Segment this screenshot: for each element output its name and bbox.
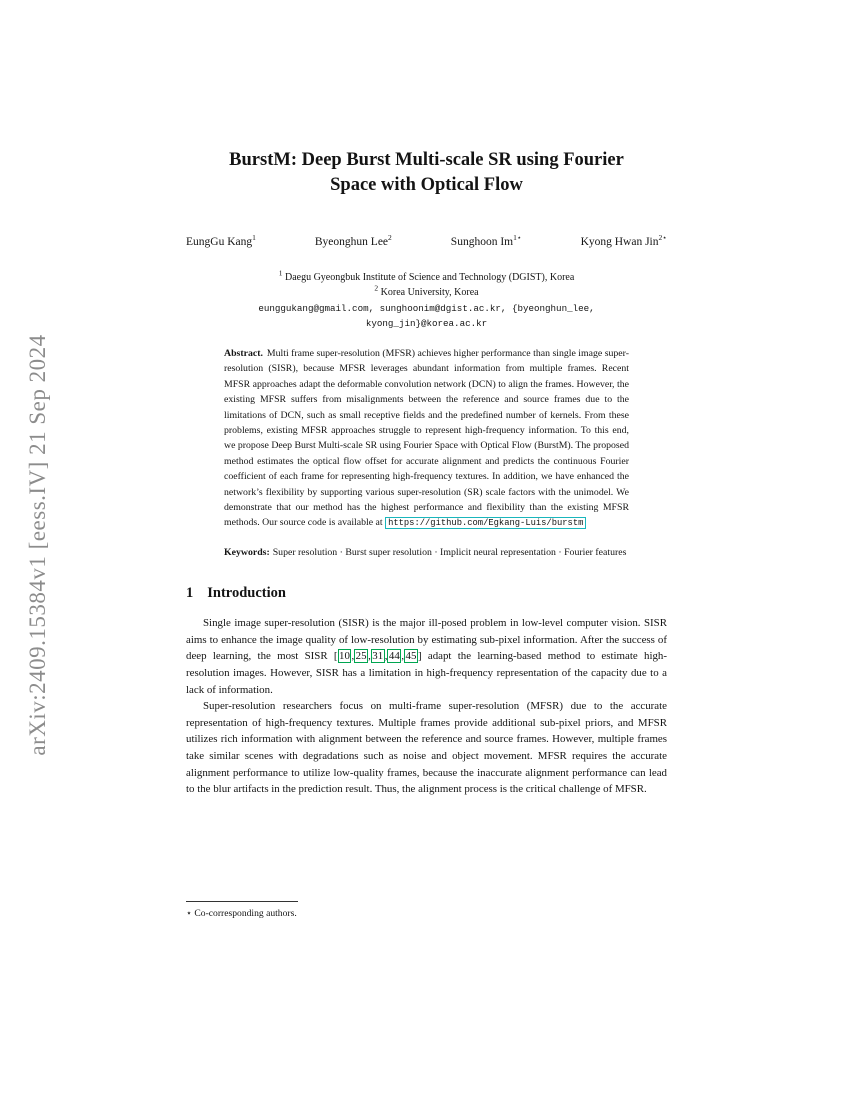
keywords: [224, 545, 629, 560]
intro-paragraph-2: Super-resolution researchers focus on multi-frame super-resolution (MFSR) due to the accurate representation of high-frequency textures. Multiple frames provide additional sub-pixel priors, and MFSR utilizes rich information with alignment between the reference and source frames. However, multiple frames take similar scenes with degradations such as noise and object movement. MFSR requires the accurate alignment performance to utilize low-quality frames, because the inaccurate alignment performance can lead to the blur artifacts in the prediction result. Thus, the alignment process is the critical challenge of MFSR.: [186, 700, 667, 796]
affiliation-1-text: Daegu Gyeongbuk Institute of Science and Technology (DGIST), Korea: [284, 272, 575, 283]
paper-content: [186, 148, 667, 798]
arxiv-watermark: arXiv:2409.15384v1 [eess.IV] 21 Sep 2024: [25, 334, 50, 756]
intro-paragraph-1: [186, 615, 667, 698]
author-4-affmark: 2⋆: [658, 233, 667, 243]
citation-link-10[interactable]: 10: [339, 650, 350, 663]
abstract-text: Multi frame super-resolution (MFSR) achieves higher performance than single image super-resolution (SISR), because MFSR leverages abundant information from multiple frames. Recent MFSR approaches adapt the deformable convolution network (DCN) to align the frames. However, the existing MFSR suffers from misalignments between the reference and source frames due to the limitations of DCN, such as small receptive fields and the predefined number of kernels. From these problems, existing MFSR approaches struggle to represent high-frequency information. To this end, we propose Deep Burst Multi-scale SR using Fourier Space with Optical Flow (BurstM). The proposed method estimates the optical flow offset for accurate alignment and predicts the continuous Fourier coefficient of each frame for representing high-frequency textures. In addition, we have enhanced the network’s flexibility by supporting various super-resolution (SR) scale factors with the unimodel. We demonstrate that our method has the highest performance and flexibility than the existing MFSR methods. Our source code is available at: [224, 348, 629, 529]
footnote-text: ⋆ Co-corresponding authors.: [186, 908, 297, 919]
affiliation-2-mark: 2: [374, 283, 379, 293]
affiliations: [186, 270, 667, 300]
affiliation-2-text: Korea University, Korea: [380, 287, 479, 298]
citation-bracket-open: [: [333, 650, 338, 663]
affiliation-1: [186, 270, 667, 285]
intro-paragraph-1-text: Single image super-resolution (SISR) is the major ill-posed problem in low-level computer vision. SISR aims to enhance the image quality of low-resolution by estimating sub-pixel information. After the success of deep learning, the most SISR: [186, 617, 667, 663]
author-3-name: Sunghoon Im: [450, 236, 514, 248]
author-1-affmark: 1: [252, 233, 256, 243]
author-2-name: Byeonghun Lee: [314, 236, 389, 248]
citation-link-44[interactable]: 44: [388, 650, 400, 663]
footnote: [186, 901, 667, 921]
author-emails: [186, 301, 667, 331]
affiliation-1-mark: 1: [278, 268, 283, 278]
section-title: Introduction: [207, 585, 286, 602]
keywords-text: Super resolution · Burst super resolution · Implicit neural representation · Fourier features: [272, 546, 627, 558]
author-4-name: Kyong Hwan Jin: [580, 236, 659, 248]
author-1-name: EungGu Kang: [186, 236, 253, 248]
author-3-affmark: 1⋆: [513, 233, 522, 243]
citation-separator: ,: [351, 650, 355, 663]
author-1: [186, 233, 256, 248]
author-2-affmark: 2: [388, 233, 392, 243]
abstract-label: Abstract.: [224, 348, 263, 359]
citation-separator: ,: [368, 650, 371, 663]
authors-line: [186, 233, 667, 248]
author-4: [580, 233, 667, 248]
paper-title-line1: BurstM: Deep Burst Multi-scale SR using Fourier: [229, 150, 624, 170]
citation-link-25[interactable]: 25: [355, 650, 367, 663]
section-number: 1: [186, 585, 194, 602]
abstract: [224, 346, 629, 532]
citation-link-45[interactable]: 45: [405, 650, 417, 663]
section-heading-introduction: [186, 585, 667, 602]
footnote-rule: [186, 901, 298, 902]
citation-bracket-close: ]: [417, 650, 422, 663]
paper-title-line2: Space with Optical Flow: [330, 175, 523, 195]
citation-link-31[interactable]: 31: [372, 650, 384, 663]
email-line-2: kyong_jin}@korea.ac.kr: [365, 318, 488, 329]
author-2: [314, 233, 392, 248]
github-link[interactable]: https://github.com/Egkang-Luis/burstm: [385, 517, 586, 529]
intro-paragraph-1-text-after: adapt the learning-based method to estimate high-resolution images. However, SISR has a limitation in high-frequency representation of the capacity due to a lack of information.: [186, 650, 668, 696]
paper-title: [186, 148, 667, 198]
affiliation-2: [186, 285, 667, 300]
citation-separator: ,: [401, 650, 405, 663]
email-line-1: eunggukang@gmail.com, sunghoonim@dgist.ac.kr, {byeonghun_lee,: [258, 303, 595, 314]
author-3: [450, 233, 522, 248]
citation-separator: ,: [384, 650, 388, 663]
keywords-label: Keywords:: [224, 546, 270, 558]
